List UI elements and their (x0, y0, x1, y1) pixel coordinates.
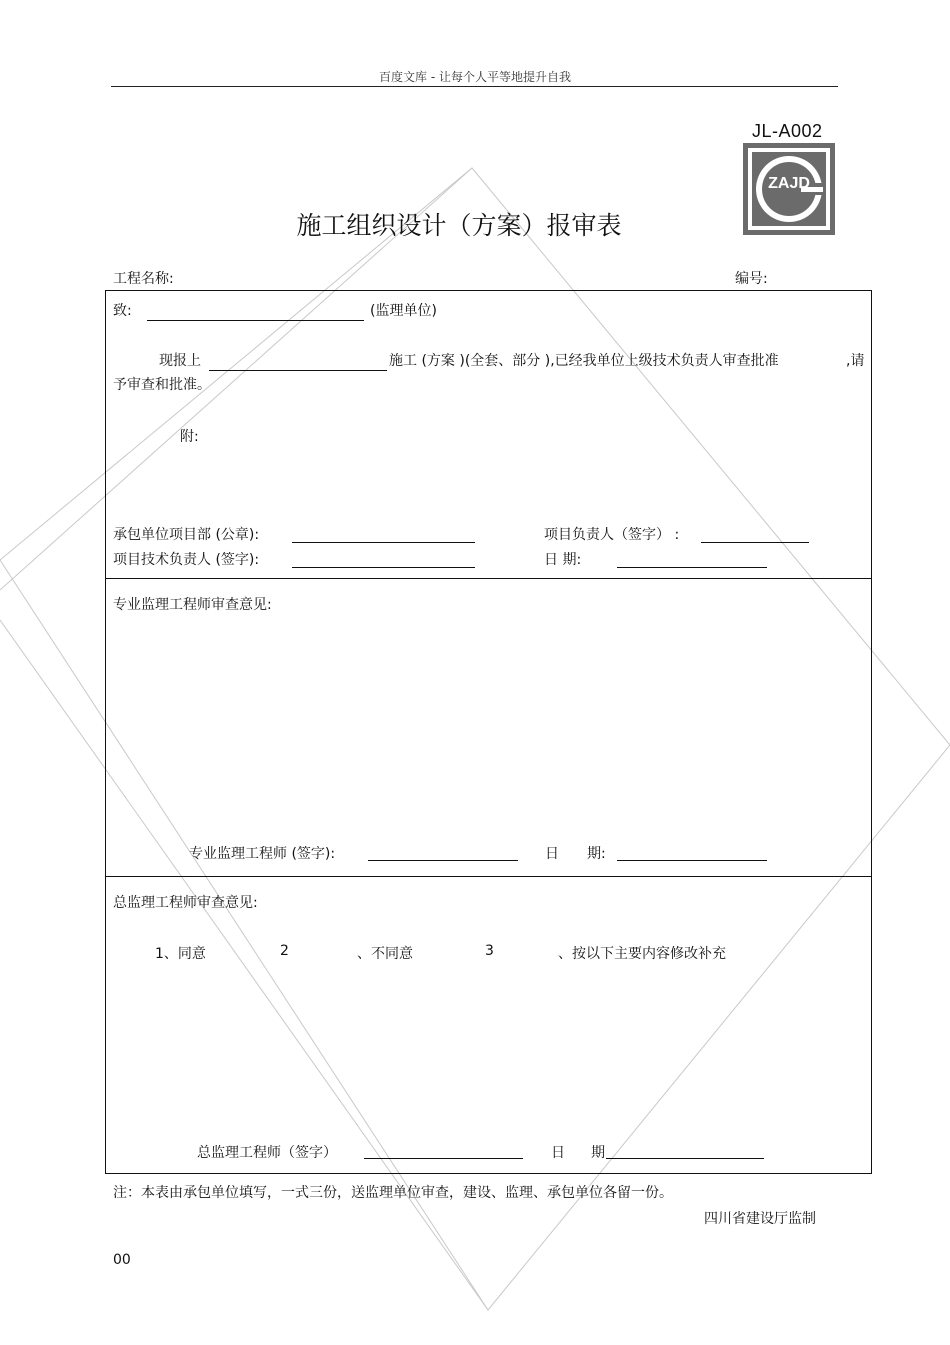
specialist-date-field[interactable] (617, 860, 767, 861)
contractor-seal-field[interactable] (292, 542, 475, 543)
section-divider-1 (105, 578, 872, 579)
tech-lead-label: 项目技术负责人 (签字): (113, 552, 260, 568)
project-lead-label: 项目负责人（签字） : (544, 527, 680, 543)
tech-lead-field[interactable] (292, 567, 475, 568)
number-label: 编号: (735, 271, 768, 287)
chief-opinion-label: 总监理工程师审查意见: (113, 895, 258, 911)
option-revise: 、按以下主要内容修改补充 (558, 946, 726, 962)
project-lead-field[interactable] (701, 542, 809, 543)
date-label: 日 期: (544, 552, 582, 568)
chief-date-label-2: 期 (591, 1145, 605, 1161)
supervision-unit-field[interactable] (147, 320, 364, 321)
report-middle: 施工 (方案 )(全套、部分 ),已经我单位上级技术负责人审查批准 (389, 353, 779, 369)
header-divider (111, 86, 838, 87)
contractor-seal-label: 承包单位项目部 (公章): (113, 527, 260, 543)
page-number: 00 (113, 1252, 131, 1268)
chief-signer-label: 总监理工程师（签字） (197, 1145, 337, 1161)
chief-signature-field[interactable] (364, 1158, 523, 1159)
logo-text: ZAJD (768, 175, 810, 192)
specialist-date-label-1: 日 (545, 846, 559, 862)
report-line2: 予审查和批准。 (113, 377, 211, 393)
specialist-signer-label: 专业监理工程师 (签字): (189, 846, 336, 862)
option-3-number: 3 (485, 943, 494, 959)
form-code: JL-A002 (752, 121, 823, 141)
option-disagree: 、不同意 (357, 946, 413, 962)
page-header-text: 百度文库 - 让每个人平等地提升自我 (379, 70, 571, 84)
specialist-signature-field[interactable] (368, 860, 518, 861)
date-field[interactable] (617, 567, 767, 568)
option-2-number: 2 (280, 943, 289, 959)
report-prefix: 现报上 (159, 353, 201, 369)
footer-note: 注：本表由承包单位填写，一式三份，送监理单位审查，建设、监理、承包单位各留一份。 (113, 1185, 673, 1201)
page-title: 施工组织设计（方案）报审表 (296, 211, 622, 240)
attachment-label: 附: (180, 429, 199, 445)
chief-date-label-1: 日 (551, 1145, 565, 1161)
to-label: 致: (113, 303, 132, 319)
to-suffix: (监理单位) (370, 303, 437, 319)
form-table (105, 290, 872, 1174)
specialist-opinion-label: 专业监理工程师审查意见: (113, 597, 272, 613)
section-divider-2 (105, 876, 872, 877)
option-agree: 1、同意 (155, 946, 206, 962)
chief-date-field[interactable] (606, 1158, 764, 1159)
issuer: 四川省建设厅监制 (704, 1211, 816, 1227)
report-end: ,请 (846, 353, 865, 369)
specialist-date-label-2: 期: (587, 846, 606, 862)
project-name-label: 工程名称: (113, 271, 174, 287)
construction-name-field[interactable] (209, 370, 387, 371)
